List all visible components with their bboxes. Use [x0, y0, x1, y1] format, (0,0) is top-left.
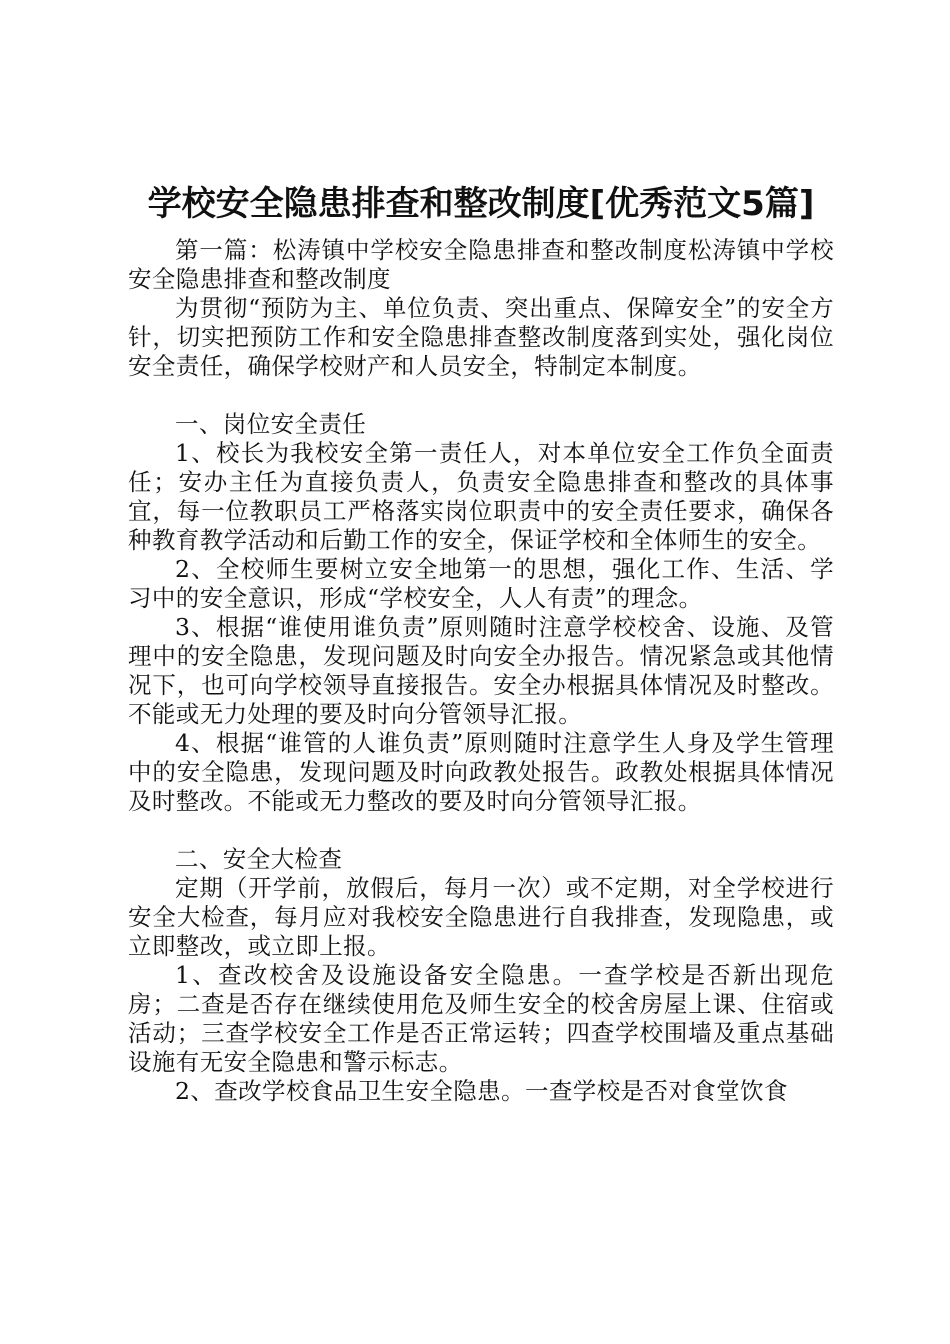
section1-item-3: 3、根据“谁使用谁负责”原则随时注意学校校舍、设施、及管理中的安全隐患，发现问题及时向安全办报告。情况紧急或其他情况下，也可向学校领导直接报告。安全办根据具体情况及时整改。不能或无力处理的要及时向分管领导汇报。 — [128, 613, 834, 728]
section2-item-2: 2、查改学校食品卫生安全隐患。一查学校是否对食堂饮食 — [175, 1077, 788, 1105]
section1-item-2: 2、全校师生要树立安全地第一的思想，强化工作、生活、学习中的安全意识，形成“学校安全，人人有责”的理念。 — [128, 555, 834, 612]
document-title: 学校安全隐患排查和整改制度[优秀范文5篇] — [147, 184, 815, 224]
purpose-paragraph: 为贯彻“预防为主、单位负责、突出重点、保障安全”的安全方针，切实把预防工作和安全隐患排查整改制度落到实处，强化岗位安全责任，确保学校财产和人员安全，特制定本制度。 — [128, 294, 834, 380]
document-page — [128, 180, 834, 1106]
section2-item-1: 1、查改校舍及设施设备安全隐患。一查学校是否新出现危房；二查是否存在继续使用危及师生安全的校舍房屋上课、住宿或活动；三查学校安全工作是否正常运转；四查学校围墙及重点基础设施有无安全隐患和警示标志。 — [128, 961, 834, 1076]
section1-item-1: 1、校长为我校安全第一责任人，对本单位安全工作负全面责任；安办主任为直接负责人，负责安全隐患排查和整改的具体事宜，每一位教职员工严格落实岗位职责中的安全责任要求，确保各种教育教学活动和后勤工作的安全，保证学校和全体师生的安全。 — [128, 439, 834, 554]
paragraph-gap — [128, 816, 834, 845]
section-heading-1: 一、岗位安全责任 — [175, 410, 367, 438]
intro-paragraph: 第一篇：松涛镇中学校安全隐患排查和整改制度松涛镇中学校安全隐患排查和整改制度 — [128, 236, 834, 293]
section2-intro: 定期（开学前，放假后，每月一次）或不定期，对全学校进行安全大检查，每月应对我校安全隐患进行自我排查，发现隐患，或立即整改，或立即上报。 — [128, 874, 834, 960]
section1-item-4: 4、根据“谁管的人谁负责”原则随时注意学生人身及学生管理中的安全隐患，发现问题及时向政教处报告。政教处根据具体情况及时整改。不能或无力整改的要及时向分管领导汇报。 — [128, 729, 834, 815]
paragraph-gap — [128, 381, 834, 410]
section-heading-2: 二、安全大检查 — [175, 845, 343, 873]
